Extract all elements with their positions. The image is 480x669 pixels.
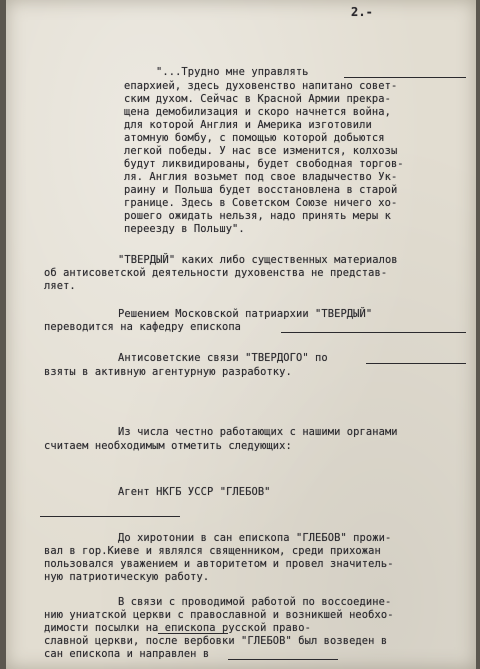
paragraph-line: Антисоветские связи "ТВЕРДОГО" по: [118, 352, 328, 364]
paragraph-line: нию униатской церкви с православной и возникшей необхо-: [44, 609, 394, 621]
paragraph-line: вал в гор.Киеве и являлся священником, среди прихожан: [44, 545, 381, 557]
redaction-blank: [344, 77, 466, 78]
quote-line: переезду в Польшу".: [124, 223, 245, 235]
document-page: [6, 0, 476, 669]
paragraph-line: Из числа честно работающих с нашими органами: [118, 426, 398, 438]
quote-line: легкой победы. У нас все изменится, колхозы: [124, 145, 398, 157]
paragraph-line: До хиротонии в сан епископа "ГЛЕБОВ" прожи-: [118, 532, 392, 544]
paragraph-line: взяты в активную агентурную разработку.: [44, 366, 292, 378]
paragraph-line: ную патриотическую работу.: [44, 571, 210, 583]
paragraph-line: пользовался уважением и авторитетом и провел значитель-: [44, 558, 394, 570]
agent-heading: Агент НКГБ УССР "ГЛЕБОВ": [118, 486, 271, 498]
redaction-blank: [228, 659, 338, 660]
paragraph-line: "ТВЕРДЫЙ" каких либо существенных материалов: [118, 254, 398, 266]
paragraph-line: переводится на кафедру епископа: [44, 321, 242, 333]
quote-line: ским духом. Сейчас в Красной Армии прекра-: [124, 93, 391, 105]
paragraph-line: об антисоветской деятельности духовенства не представ-: [44, 267, 388, 279]
quote-line: епархией, здесь духовенство напитано совет-: [124, 80, 398, 92]
section-divider: [40, 516, 180, 517]
quote-line: атомную бомбу, с помощью которой добьются: [124, 132, 385, 144]
redaction-blank: [366, 363, 466, 364]
quote-line: раину и Польша будет восстановлена в старой: [124, 184, 398, 196]
paragraph-line: димости посылки на епископа русской право-: [44, 622, 311, 634]
quote-line: для которой Англия и Америка изготовили: [124, 119, 372, 131]
paragraph-line: сан епископа и направлен в: [44, 648, 210, 660]
quote-line: ля. Англия возьмет под свое владычество Ук-: [124, 171, 398, 183]
paragraph-line: ляет.: [44, 280, 76, 292]
quote-line: границе. Здесь в Советском Союзе ничего хо-: [124, 197, 398, 209]
paragraph-line: В связи с проводимой работой по воссоедине-: [118, 596, 392, 608]
quote-line: будут ликвидированы, будет свободная торгов-: [124, 158, 404, 170]
quote-line: щена демобилизация и скоро начнется война,: [124, 106, 391, 118]
quote-line: рошего ожидать нельзя, надо принять меры к: [124, 210, 391, 222]
paragraph-line: славной церкви, после вербовки "ГЛЕБОВ" был возведен в: [44, 635, 388, 647]
paragraph-line: считаем необходимым отметить следующих:: [44, 440, 292, 452]
page-number: 2.-: [351, 5, 373, 19]
paragraph-line: Решением Московской патриархии "ТВЕРДЫЙ": [118, 308, 373, 320]
redaction-blank: [281, 332, 466, 333]
quote-line: "...Трудно мне управлять: [156, 66, 309, 78]
redaction-blank: [158, 633, 228, 634]
